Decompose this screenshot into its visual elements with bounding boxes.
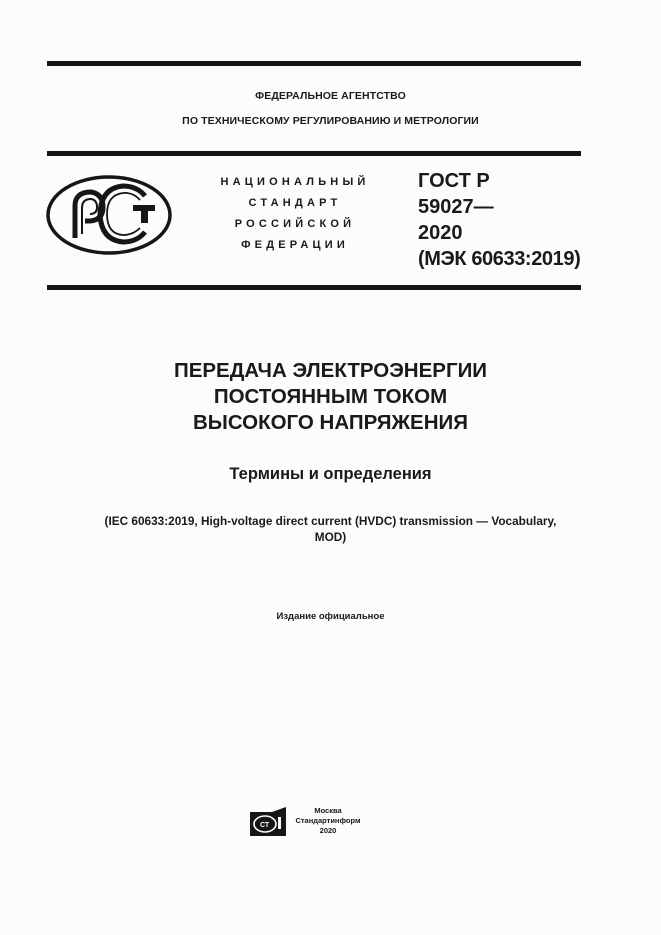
iec-reference-line-1: (IEC 60633:2019, High-voltage direct current (HVDC) transmission — Vocabulary, (104, 514, 557, 528)
title-line-1: ПЕРЕДАЧА ЭЛЕКТРОЭНЕРГИИ (173, 359, 488, 382)
standard-block-rule (47, 285, 581, 290)
designation-line-4: (МЭК 60633:2019) (418, 248, 581, 270)
national-line-2: СТАНДАРТ (248, 197, 342, 209)
document-title (0, 358, 661, 436)
title-line-2: ПОСТОЯННЫМ ТОКОМ (213, 385, 448, 408)
national-standard-label (195, 172, 395, 256)
national-line-3: РОССИЙСКОЙ (234, 218, 356, 230)
standartinform-logo-icon (248, 806, 288, 838)
edition-label: Издание официальное (276, 611, 385, 622)
title-line-3: ВЫСОКОГО НАПРЯЖЕНИЯ (192, 411, 468, 434)
national-line-4: ФЕДЕРАЦИИ (241, 239, 349, 251)
iec-reference (60, 513, 601, 545)
document-subtitle: Термины и определения (229, 465, 432, 483)
top-rule (47, 61, 581, 66)
imprint-publisher: Стандартинформ (295, 816, 361, 825)
imprint-city: Москва (314, 806, 342, 815)
gost-r-logo-icon (45, 172, 175, 258)
designation-line-3: 2020 (418, 222, 463, 244)
designation-line-2: 59027— (418, 196, 494, 218)
header-rule (47, 151, 581, 156)
svg-text:СТ: СТ (260, 822, 270, 829)
iec-reference-line-2: MOD) (314, 530, 347, 544)
agency-name-line-2: ПО ТЕХНИЧЕСКОМУ РЕГУЛИРОВАНИЮ И МЕТРОЛОГИИ (182, 115, 479, 127)
publisher-imprint (288, 806, 368, 836)
standard-designation (418, 168, 580, 272)
imprint-year: 2020 (319, 826, 337, 835)
designation-line-1: ГОСТ Р (418, 170, 490, 192)
national-line-1: НАЦИОНАЛЬНЫЙ (220, 176, 370, 188)
agency-name-line-1: ФЕДЕРАЛЬНОЕ АГЕНТСТВО (255, 90, 406, 102)
